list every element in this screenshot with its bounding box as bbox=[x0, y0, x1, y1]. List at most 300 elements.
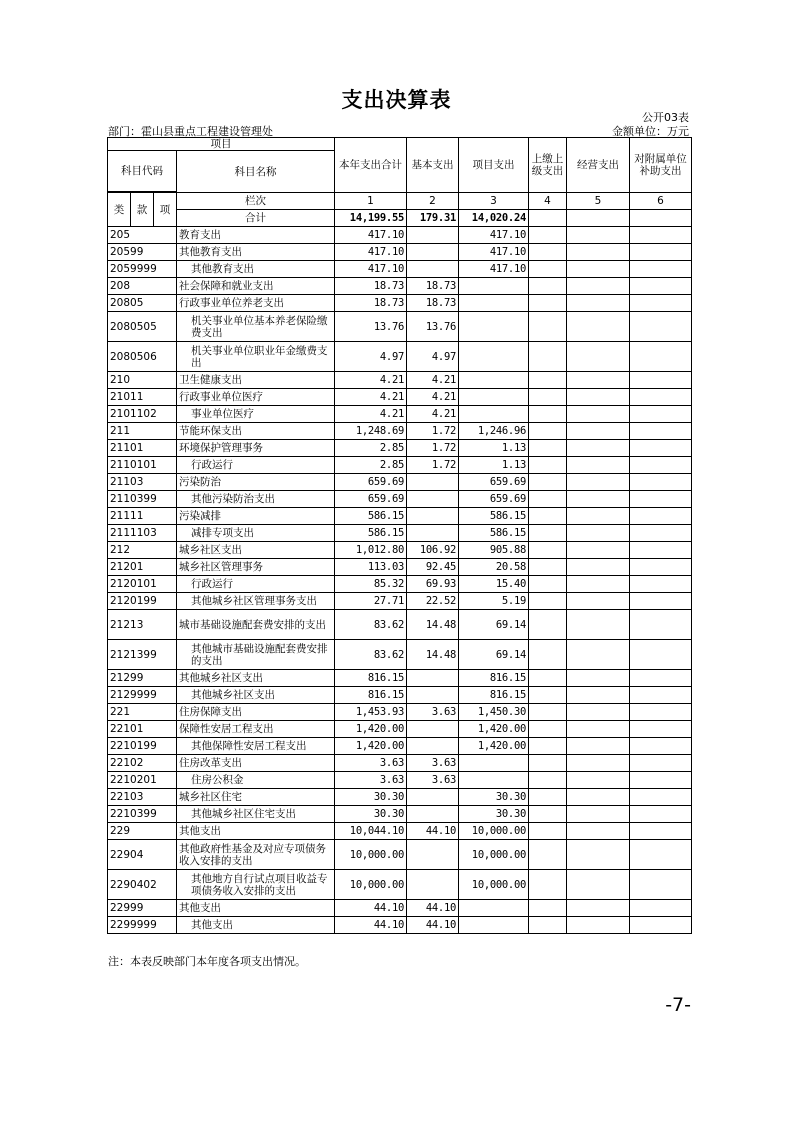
basic-expenditure: 14.48 bbox=[407, 640, 459, 670]
basic-expenditure bbox=[407, 806, 459, 823]
col6-number: 6 bbox=[630, 193, 692, 210]
department-label: 部门：霍山县重点工程建设管理处 bbox=[108, 125, 273, 138]
subject-code: 2290402 bbox=[108, 870, 177, 900]
project-expenditure: 586.15 bbox=[459, 525, 529, 542]
remit-expenditure bbox=[529, 312, 567, 342]
project-expenditure bbox=[459, 295, 529, 312]
subject-name: 教育支出 bbox=[177, 227, 335, 244]
remit-expenditure bbox=[529, 457, 567, 474]
page-title: 支出决算表 bbox=[341, 88, 452, 112]
subject-name: 行政运行 bbox=[177, 457, 335, 474]
subject-code: 2110101 bbox=[108, 457, 177, 474]
total-expenditure: 3.63 bbox=[335, 755, 407, 772]
project-expenditure: 69.14 bbox=[459, 640, 529, 670]
business-expenditure bbox=[567, 593, 630, 610]
subject-code: 21101 bbox=[108, 440, 177, 457]
subject-code: 21299 bbox=[108, 670, 177, 687]
col6-header: 对附属单位补助支出 bbox=[630, 138, 692, 193]
total-expenditure: 417.10 bbox=[335, 227, 407, 244]
table-row bbox=[108, 261, 692, 278]
basic-expenditure bbox=[407, 261, 459, 278]
project-expenditure bbox=[459, 372, 529, 389]
business-expenditure bbox=[567, 640, 630, 670]
col4-header: 上缴上级支出 bbox=[529, 138, 567, 193]
remit-expenditure bbox=[529, 576, 567, 593]
project-expenditure: 10,000.00 bbox=[459, 870, 529, 900]
basic-expenditure: 1.72 bbox=[407, 440, 459, 457]
business-expenditure bbox=[567, 738, 630, 755]
table-row bbox=[108, 312, 692, 342]
table-row bbox=[108, 559, 692, 576]
expenditure-table bbox=[107, 137, 692, 934]
total-expenditure: 4.97 bbox=[335, 342, 407, 372]
subject-name: 城乡社区住宅 bbox=[177, 789, 335, 806]
total-expenditure: 3.63 bbox=[335, 772, 407, 789]
basic-expenditure: 3.63 bbox=[407, 755, 459, 772]
total-expenditure: 30.30 bbox=[335, 806, 407, 823]
subject-code: 2120101 bbox=[108, 576, 177, 593]
business-expenditure bbox=[567, 342, 630, 372]
subject-name: 其他教育支出 bbox=[177, 261, 335, 278]
total-expenditure: 816.15 bbox=[335, 687, 407, 704]
table-row bbox=[108, 772, 692, 789]
subsidy-expenditure bbox=[630, 772, 692, 789]
total-expenditure: 10,044.10 bbox=[335, 823, 407, 840]
subsidy-expenditure bbox=[630, 491, 692, 508]
business-expenditure bbox=[567, 295, 630, 312]
business-expenditure bbox=[567, 525, 630, 542]
total-label: 合计 bbox=[177, 210, 335, 227]
table-row bbox=[108, 593, 692, 610]
table-row bbox=[108, 278, 692, 295]
total-expenditure: 2.85 bbox=[335, 457, 407, 474]
total-expenditure: 10,000.00 bbox=[335, 840, 407, 870]
business-expenditure bbox=[567, 755, 630, 772]
total-expenditure: 586.15 bbox=[335, 525, 407, 542]
business-expenditure bbox=[567, 542, 630, 559]
name-header: 科目名称 bbox=[177, 151, 335, 193]
subsidy-expenditure bbox=[630, 406, 692, 423]
business-expenditure bbox=[567, 244, 630, 261]
subsidy-expenditure bbox=[630, 559, 692, 576]
remit-expenditure bbox=[529, 789, 567, 806]
subsidy-expenditure bbox=[630, 440, 692, 457]
subsidy-expenditure bbox=[630, 457, 692, 474]
total-expenditure: 1,012.80 bbox=[335, 542, 407, 559]
table-row bbox=[108, 704, 692, 721]
total-expenditure: 85.32 bbox=[335, 576, 407, 593]
basic-expenditure: 18.73 bbox=[407, 278, 459, 295]
business-expenditure bbox=[567, 704, 630, 721]
lanci-header: 栏次 bbox=[177, 193, 335, 210]
table-row bbox=[108, 423, 692, 440]
project-expenditure: 659.69 bbox=[459, 491, 529, 508]
basic-expenditure: 4.21 bbox=[407, 372, 459, 389]
remit-expenditure bbox=[529, 772, 567, 789]
subject-code: 210 bbox=[108, 372, 177, 389]
subject-code: 22101 bbox=[108, 721, 177, 738]
subject-name: 行政运行 bbox=[177, 576, 335, 593]
total-col5 bbox=[567, 210, 630, 227]
remit-expenditure bbox=[529, 687, 567, 704]
subject-code: 22103 bbox=[108, 789, 177, 806]
total-expenditure: 4.21 bbox=[335, 372, 407, 389]
remit-expenditure bbox=[529, 823, 567, 840]
total-col1: 14,199.55 bbox=[335, 210, 407, 227]
table-row bbox=[108, 670, 692, 687]
basic-expenditure bbox=[407, 721, 459, 738]
subject-code: 2080505 bbox=[108, 312, 177, 342]
col3-header: 项目支出 bbox=[459, 138, 529, 193]
project-expenditure: 417.10 bbox=[459, 227, 529, 244]
project-header: 项目 bbox=[108, 138, 335, 151]
total-col2: 179.31 bbox=[407, 210, 459, 227]
remit-expenditure bbox=[529, 721, 567, 738]
subject-code: 2111103 bbox=[108, 525, 177, 542]
business-expenditure bbox=[567, 610, 630, 640]
subject-code: 2210201 bbox=[108, 772, 177, 789]
remit-expenditure bbox=[529, 738, 567, 755]
subject-name: 机关事业单位职业年金缴费支出 bbox=[177, 342, 335, 372]
table-row bbox=[108, 372, 692, 389]
subsidy-expenditure bbox=[630, 687, 692, 704]
basic-expenditure bbox=[407, 789, 459, 806]
business-expenditure bbox=[567, 772, 630, 789]
remit-expenditure bbox=[529, 342, 567, 372]
subject-name: 其他政府性基金及对应专项债务收入安排的支出 bbox=[177, 840, 335, 870]
business-expenditure bbox=[567, 389, 630, 406]
remit-expenditure bbox=[529, 244, 567, 261]
subject-code: 2129999 bbox=[108, 687, 177, 704]
basic-expenditure: 4.97 bbox=[407, 342, 459, 372]
subsidy-expenditure bbox=[630, 227, 692, 244]
total-expenditure: 2.85 bbox=[335, 440, 407, 457]
subject-name: 其他城乡社区管理事务支出 bbox=[177, 593, 335, 610]
subject-code: 21213 bbox=[108, 610, 177, 640]
remit-expenditure bbox=[529, 474, 567, 491]
total-expenditure: 30.30 bbox=[335, 789, 407, 806]
table-note: 注：本表反映部门本年度各项支出情况。 bbox=[108, 955, 306, 968]
basic-expenditure: 4.21 bbox=[407, 406, 459, 423]
col5-number: 5 bbox=[567, 193, 630, 210]
project-expenditure: 1.13 bbox=[459, 440, 529, 457]
subsidy-expenditure bbox=[630, 593, 692, 610]
total-row bbox=[108, 210, 692, 227]
remit-expenditure bbox=[529, 704, 567, 721]
project-expenditure: 1,420.00 bbox=[459, 721, 529, 738]
subject-code: 21111 bbox=[108, 508, 177, 525]
total-expenditure: 586.15 bbox=[335, 508, 407, 525]
business-expenditure bbox=[567, 278, 630, 295]
subject-name: 保障性安居工程支出 bbox=[177, 721, 335, 738]
total-expenditure: 27.71 bbox=[335, 593, 407, 610]
subject-name: 住房保障支出 bbox=[177, 704, 335, 721]
subsidy-expenditure bbox=[630, 508, 692, 525]
remit-expenditure bbox=[529, 261, 567, 278]
remit-expenditure bbox=[529, 278, 567, 295]
remit-expenditure bbox=[529, 406, 567, 423]
subject-code: 22904 bbox=[108, 840, 177, 870]
table-row bbox=[108, 900, 692, 917]
subsidy-expenditure bbox=[630, 295, 692, 312]
business-expenditure bbox=[567, 491, 630, 508]
subject-code: 20805 bbox=[108, 295, 177, 312]
col1-header: 本年支出合计 bbox=[335, 138, 407, 193]
table-row bbox=[108, 840, 692, 870]
subject-name: 其他支出 bbox=[177, 823, 335, 840]
project-expenditure bbox=[459, 917, 529, 934]
business-expenditure bbox=[567, 261, 630, 278]
business-expenditure bbox=[567, 440, 630, 457]
total-expenditure: 659.69 bbox=[335, 491, 407, 508]
basic-expenditure: 44.10 bbox=[407, 917, 459, 934]
business-expenditure bbox=[567, 823, 630, 840]
subject-name: 节能环保支出 bbox=[177, 423, 335, 440]
basic-expenditure bbox=[407, 870, 459, 900]
remit-expenditure bbox=[529, 917, 567, 934]
subject-name: 社会保障和就业支出 bbox=[177, 278, 335, 295]
business-expenditure bbox=[567, 372, 630, 389]
business-expenditure bbox=[567, 508, 630, 525]
remit-expenditure bbox=[529, 440, 567, 457]
table-row bbox=[108, 525, 692, 542]
total-expenditure: 83.62 bbox=[335, 640, 407, 670]
table-row bbox=[108, 610, 692, 640]
basic-expenditure: 18.73 bbox=[407, 295, 459, 312]
business-expenditure bbox=[567, 687, 630, 704]
remit-expenditure bbox=[529, 389, 567, 406]
subject-code: 2210199 bbox=[108, 738, 177, 755]
remit-expenditure bbox=[529, 806, 567, 823]
business-expenditure bbox=[567, 474, 630, 491]
subject-name: 事业单位医疗 bbox=[177, 406, 335, 423]
subsidy-expenditure bbox=[630, 670, 692, 687]
basic-expenditure: 44.10 bbox=[407, 900, 459, 917]
total-expenditure: 13.76 bbox=[335, 312, 407, 342]
subject-name: 城乡社区支出 bbox=[177, 542, 335, 559]
table-row bbox=[108, 823, 692, 840]
subsidy-expenditure bbox=[630, 823, 692, 840]
col3-number: 3 bbox=[459, 193, 529, 210]
table-row bbox=[108, 508, 692, 525]
subject-name: 城市基础设施配套费安排的支出 bbox=[177, 610, 335, 640]
subsidy-expenditure bbox=[630, 917, 692, 934]
subsidy-expenditure bbox=[630, 525, 692, 542]
subject-code: 208 bbox=[108, 278, 177, 295]
total-expenditure: 18.73 bbox=[335, 278, 407, 295]
remit-expenditure bbox=[529, 870, 567, 900]
table-row bbox=[108, 576, 692, 593]
project-expenditure: 1.13 bbox=[459, 457, 529, 474]
subsidy-expenditure bbox=[630, 755, 692, 772]
project-expenditure: 417.10 bbox=[459, 261, 529, 278]
basic-expenditure: 92.45 bbox=[407, 559, 459, 576]
subject-name: 其他城乡社区住宅支出 bbox=[177, 806, 335, 823]
total-expenditure: 83.62 bbox=[335, 610, 407, 640]
remit-expenditure bbox=[529, 491, 567, 508]
total-col6 bbox=[630, 210, 692, 227]
total-expenditure: 113.03 bbox=[335, 559, 407, 576]
project-expenditure: 5.19 bbox=[459, 593, 529, 610]
basic-expenditure bbox=[407, 670, 459, 687]
business-expenditure bbox=[567, 670, 630, 687]
remit-expenditure bbox=[529, 610, 567, 640]
subsidy-expenditure bbox=[630, 806, 692, 823]
subject-name: 行政事业单位养老支出 bbox=[177, 295, 335, 312]
subject-name: 环境保护管理事务 bbox=[177, 440, 335, 457]
subject-name: 其他支出 bbox=[177, 900, 335, 917]
table-row bbox=[108, 227, 692, 244]
business-expenditure bbox=[567, 576, 630, 593]
subsidy-expenditure bbox=[630, 640, 692, 670]
project-expenditure: 1,246.96 bbox=[459, 423, 529, 440]
subject-name: 其他教育支出 bbox=[177, 244, 335, 261]
subject-name: 卫生健康支出 bbox=[177, 372, 335, 389]
basic-expenditure bbox=[407, 840, 459, 870]
remit-expenditure bbox=[529, 593, 567, 610]
subsidy-expenditure bbox=[630, 704, 692, 721]
subject-code: 2121399 bbox=[108, 640, 177, 670]
total-expenditure: 1,420.00 bbox=[335, 721, 407, 738]
business-expenditure bbox=[567, 227, 630, 244]
basic-expenditure: 22.52 bbox=[407, 593, 459, 610]
subject-code: 21103 bbox=[108, 474, 177, 491]
subsidy-expenditure bbox=[630, 721, 692, 738]
total-expenditure: 1,248.69 bbox=[335, 423, 407, 440]
table-row bbox=[108, 389, 692, 406]
table-row bbox=[108, 789, 692, 806]
table-row bbox=[108, 870, 692, 900]
total-expenditure: 44.10 bbox=[335, 917, 407, 934]
subsidy-expenditure bbox=[630, 738, 692, 755]
project-expenditure: 1,420.00 bbox=[459, 738, 529, 755]
total-expenditure: 1,420.00 bbox=[335, 738, 407, 755]
basic-expenditure: 44.10 bbox=[407, 823, 459, 840]
table-row bbox=[108, 687, 692, 704]
subsidy-expenditure bbox=[630, 789, 692, 806]
business-expenditure bbox=[567, 806, 630, 823]
business-expenditure bbox=[567, 870, 630, 900]
subject-name: 住房公积金 bbox=[177, 772, 335, 789]
subsidy-expenditure bbox=[630, 423, 692, 440]
unit-label: 金额单位：万元 bbox=[612, 125, 689, 138]
total-expenditure: 4.21 bbox=[335, 406, 407, 423]
total-expenditure: 10,000.00 bbox=[335, 870, 407, 900]
project-expenditure bbox=[459, 312, 529, 342]
basic-expenditure bbox=[407, 525, 459, 542]
basic-expenditure bbox=[407, 474, 459, 491]
subject-name: 其他支出 bbox=[177, 917, 335, 934]
subject-code: 221 bbox=[108, 704, 177, 721]
table-row bbox=[108, 457, 692, 474]
total-expenditure: 18.73 bbox=[335, 295, 407, 312]
table-row bbox=[108, 474, 692, 491]
remit-expenditure bbox=[529, 525, 567, 542]
basic-expenditure bbox=[407, 491, 459, 508]
subject-code: 2120199 bbox=[108, 593, 177, 610]
col5-header: 经营支出 bbox=[567, 138, 630, 193]
basic-expenditure bbox=[407, 508, 459, 525]
total-expenditure: 659.69 bbox=[335, 474, 407, 491]
remit-expenditure bbox=[529, 559, 567, 576]
subsidy-expenditure bbox=[630, 278, 692, 295]
subsidy-expenditure bbox=[630, 389, 692, 406]
subject-name: 机关事业单位基本养老保险缴费支出 bbox=[177, 312, 335, 342]
table-row bbox=[108, 640, 692, 670]
subsidy-expenditure bbox=[630, 244, 692, 261]
remit-expenditure bbox=[529, 670, 567, 687]
table-row bbox=[108, 721, 692, 738]
subject-name: 其他保障性安居工程支出 bbox=[177, 738, 335, 755]
project-expenditure bbox=[459, 389, 529, 406]
subject-name: 其他城乡社区支出 bbox=[177, 670, 335, 687]
business-expenditure bbox=[567, 312, 630, 342]
business-expenditure bbox=[567, 406, 630, 423]
col4-number: 4 bbox=[529, 193, 567, 210]
remit-expenditure bbox=[529, 840, 567, 870]
remit-expenditure bbox=[529, 295, 567, 312]
header-row-lanci bbox=[108, 193, 692, 210]
header-row-project bbox=[108, 138, 692, 151]
subject-name: 行政事业单位医疗 bbox=[177, 389, 335, 406]
project-expenditure: 659.69 bbox=[459, 474, 529, 491]
xiang-header: 项 bbox=[154, 193, 177, 227]
project-expenditure: 816.15 bbox=[459, 670, 529, 687]
total-col3: 14,020.24 bbox=[459, 210, 529, 227]
total-expenditure: 417.10 bbox=[335, 261, 407, 278]
project-expenditure: 30.30 bbox=[459, 806, 529, 823]
business-expenditure bbox=[567, 917, 630, 934]
subject-name: 其他地方自行试点项目收益专项债务收入安排的支出 bbox=[177, 870, 335, 900]
basic-expenditure: 13.76 bbox=[407, 312, 459, 342]
business-expenditure bbox=[567, 457, 630, 474]
total-expenditure: 4.21 bbox=[335, 389, 407, 406]
subject-code: 21011 bbox=[108, 389, 177, 406]
lei-header: 类 bbox=[108, 193, 131, 227]
table-row bbox=[108, 491, 692, 508]
project-expenditure: 417.10 bbox=[459, 244, 529, 261]
form-number: 公开03表 bbox=[642, 111, 689, 124]
subject-name: 其他城乡社区支出 bbox=[177, 687, 335, 704]
project-expenditure: 905.88 bbox=[459, 542, 529, 559]
remit-expenditure bbox=[529, 423, 567, 440]
project-expenditure bbox=[459, 900, 529, 917]
subject-name: 其他污染防治支出 bbox=[177, 491, 335, 508]
subject-code: 20599 bbox=[108, 244, 177, 261]
project-expenditure bbox=[459, 755, 529, 772]
table-row bbox=[108, 806, 692, 823]
subject-name: 城乡社区管理事务 bbox=[177, 559, 335, 576]
subject-code: 212 bbox=[108, 542, 177, 559]
subsidy-expenditure bbox=[630, 610, 692, 640]
table-row bbox=[108, 295, 692, 312]
col1-number: 1 bbox=[335, 193, 407, 210]
total-expenditure: 417.10 bbox=[335, 244, 407, 261]
subject-name: 其他城市基础设施配套费安排的支出 bbox=[177, 640, 335, 670]
total-expenditure: 816.15 bbox=[335, 670, 407, 687]
subsidy-expenditure bbox=[630, 576, 692, 593]
subject-code: 205 bbox=[108, 227, 177, 244]
business-expenditure bbox=[567, 900, 630, 917]
page-number: -7- bbox=[665, 994, 691, 1016]
subject-code: 2059999 bbox=[108, 261, 177, 278]
basic-expenditure bbox=[407, 244, 459, 261]
total-col4 bbox=[529, 210, 567, 227]
basic-expenditure: 3.63 bbox=[407, 704, 459, 721]
table-row bbox=[108, 755, 692, 772]
table-row bbox=[108, 542, 692, 559]
subsidy-expenditure bbox=[630, 900, 692, 917]
